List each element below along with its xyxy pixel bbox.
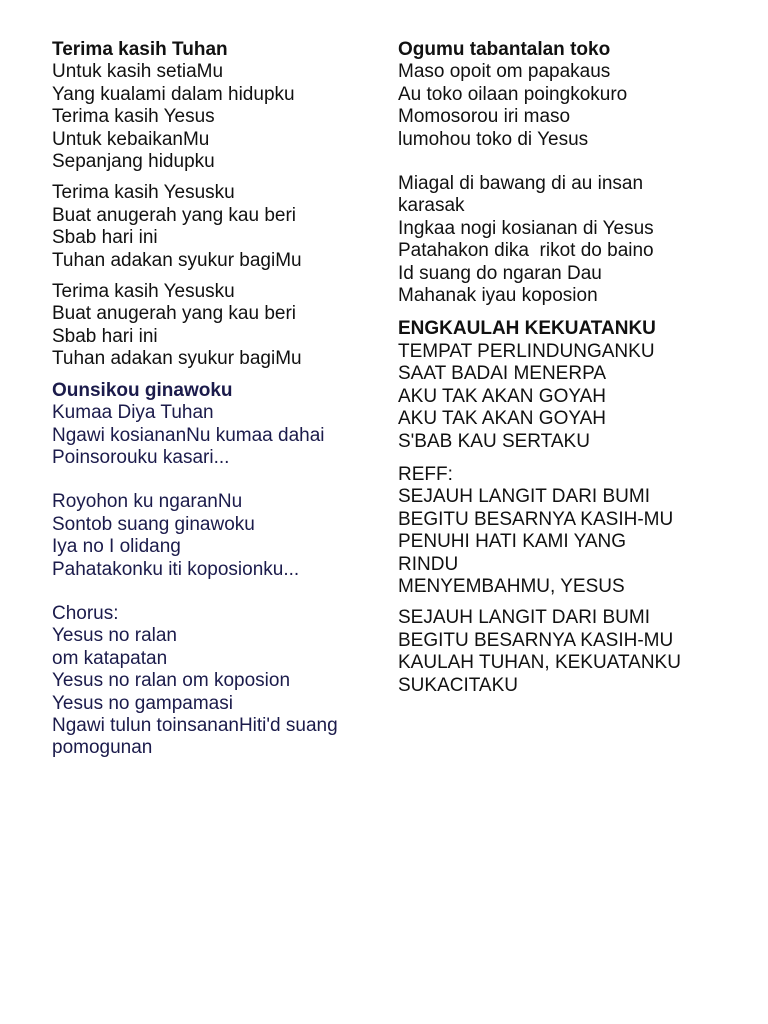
- right-column: [398, 39, 738, 697]
- lyric-line: Mahanak iyau koposion: [398, 285, 598, 307]
- stanza-miagal: [398, 173, 738, 307]
- lyric-line: Ngawi kosiananNu kumaa dahai: [52, 424, 325, 446]
- lyric-line: Buat anugerah yang kau beri: [52, 204, 297, 226]
- lyric-line: Kumaa Diya Tuhan: [52, 402, 214, 424]
- lyric-line: Momosorou iri maso: [398, 106, 571, 128]
- lyric-line: SEJAUH LANGIT DARI BUMI: [398, 486, 650, 508]
- lyric-line: AKU TAK AKAN GOYAH: [398, 408, 607, 430]
- lyric-line: Terima kasih Yesusku: [52, 182, 235, 204]
- stanza-chorus: [52, 603, 382, 760]
- lyric-line: Sbab hari ini: [52, 325, 158, 347]
- stanza-terima-kasih-tuhan: [52, 39, 382, 173]
- lyric-line: lumohou toko di Yesus: [398, 128, 589, 150]
- lyric-line: Sontob suang ginawoku: [52, 513, 255, 535]
- stanza-title: Ogumu tabantalan toko: [398, 39, 611, 60]
- lyric-line: Tuhan adakan syukur bagiMu: [52, 249, 302, 271]
- lyric-line: Untuk kebaikanMu: [52, 128, 210, 150]
- lyric-line: SAAT BADAI MENERPA: [398, 363, 606, 385]
- lyric-line: Poinsorouku kasari...: [52, 446, 230, 468]
- lyric-line: BEGITU BESARNYA KASIH-MU: [398, 629, 674, 651]
- lyric-line: Terima kasih Yesusku: [52, 281, 235, 303]
- lyric-line: S'BAB KAU SERTAKU: [398, 430, 590, 452]
- lyric-line: om katapatan: [52, 647, 168, 669]
- lyric-line: Sepanjang hidupku: [52, 151, 215, 173]
- left-column: [52, 39, 382, 760]
- lyric-line: Yesus no ralan om koposion: [52, 670, 291, 692]
- lyric-line: Royohon ku ngaranNu: [52, 491, 243, 513]
- lyric-line: Au toko oilaan poingkokuro: [398, 83, 628, 105]
- stanza-verse-3: [52, 281, 382, 371]
- lyric-line: Miagal di bawang di au insan karasak: [398, 173, 644, 217]
- lyric-line: SEJAUH LANGIT DARI BUMI: [398, 607, 650, 629]
- lyric-line: BEGITU BESARNYA KASIH-MU: [398, 508, 674, 530]
- lyric-line: KAULAH TUHAN, KEKUATANKU: [398, 652, 681, 674]
- reff-label: REFF:: [398, 463, 453, 485]
- lyric-line: Pahatakonku iti koposionku...: [52, 558, 300, 580]
- stanza-sejauh-langit: [398, 607, 738, 697]
- lyric-line: Yesus no ralan: [52, 625, 178, 647]
- lyric-line: Buat anugerah yang kau beri: [52, 303, 297, 325]
- lyric-line: Id suang do ngaran Dau: [398, 262, 602, 284]
- stanza-engkaulah-kekuatanku: [398, 318, 738, 452]
- lyric-line: Untuk kasih setiaMu: [52, 61, 224, 83]
- stanza-ounsikou-ginawoku: [52, 380, 382, 470]
- lyric-line: Patahakon dika rikot do baino: [398, 240, 654, 262]
- stanza-royohon: [52, 491, 382, 581]
- stanza-title: Terima kasih Tuhan: [52, 39, 228, 60]
- lyric-line: AKU TAK AKAN GOYAH: [398, 385, 607, 407]
- stanza-reff: [398, 464, 738, 598]
- lyric-line: Sbab hari ini: [52, 227, 158, 249]
- stanza-verse-2: [52, 182, 382, 272]
- lyric-line: Ngawi tulun toinsananHiti'd suang pomogunan: [52, 714, 338, 759]
- lyric-line: Yang kualami dalam hidupku: [52, 83, 295, 105]
- lyric-line: Ingkaa nogi kosianan di Yesus: [398, 217, 654, 239]
- lyric-line: Maso opoit om papakaus: [398, 61, 611, 83]
- lyric-line: Tuhan adakan syukur bagiMu: [52, 348, 302, 370]
- lyric-line: Iya no I olidang: [52, 536, 181, 558]
- lyric-line: TEMPAT PERLINDUNGANKU: [398, 340, 655, 362]
- stanza-ogumu-tabantalan-toko: [398, 39, 738, 151]
- lyric-line: PENUHI HATI KAMI YANG RINDU: [398, 531, 627, 575]
- lyric-line: MENYEMBAHMU, YESUS: [398, 575, 625, 597]
- lyric-line: Yesus no gampamasi: [52, 692, 233, 714]
- stanza-title: Ounsikou ginawoku: [52, 379, 233, 401]
- stanza-title: ENGKAULAH KEKUATANKU: [398, 318, 656, 340]
- lyric-line: Terima kasih Yesus: [52, 106, 215, 128]
- lyric-line: SUKACITAKU: [398, 674, 519, 696]
- chorus-label: Chorus:: [52, 602, 119, 624]
